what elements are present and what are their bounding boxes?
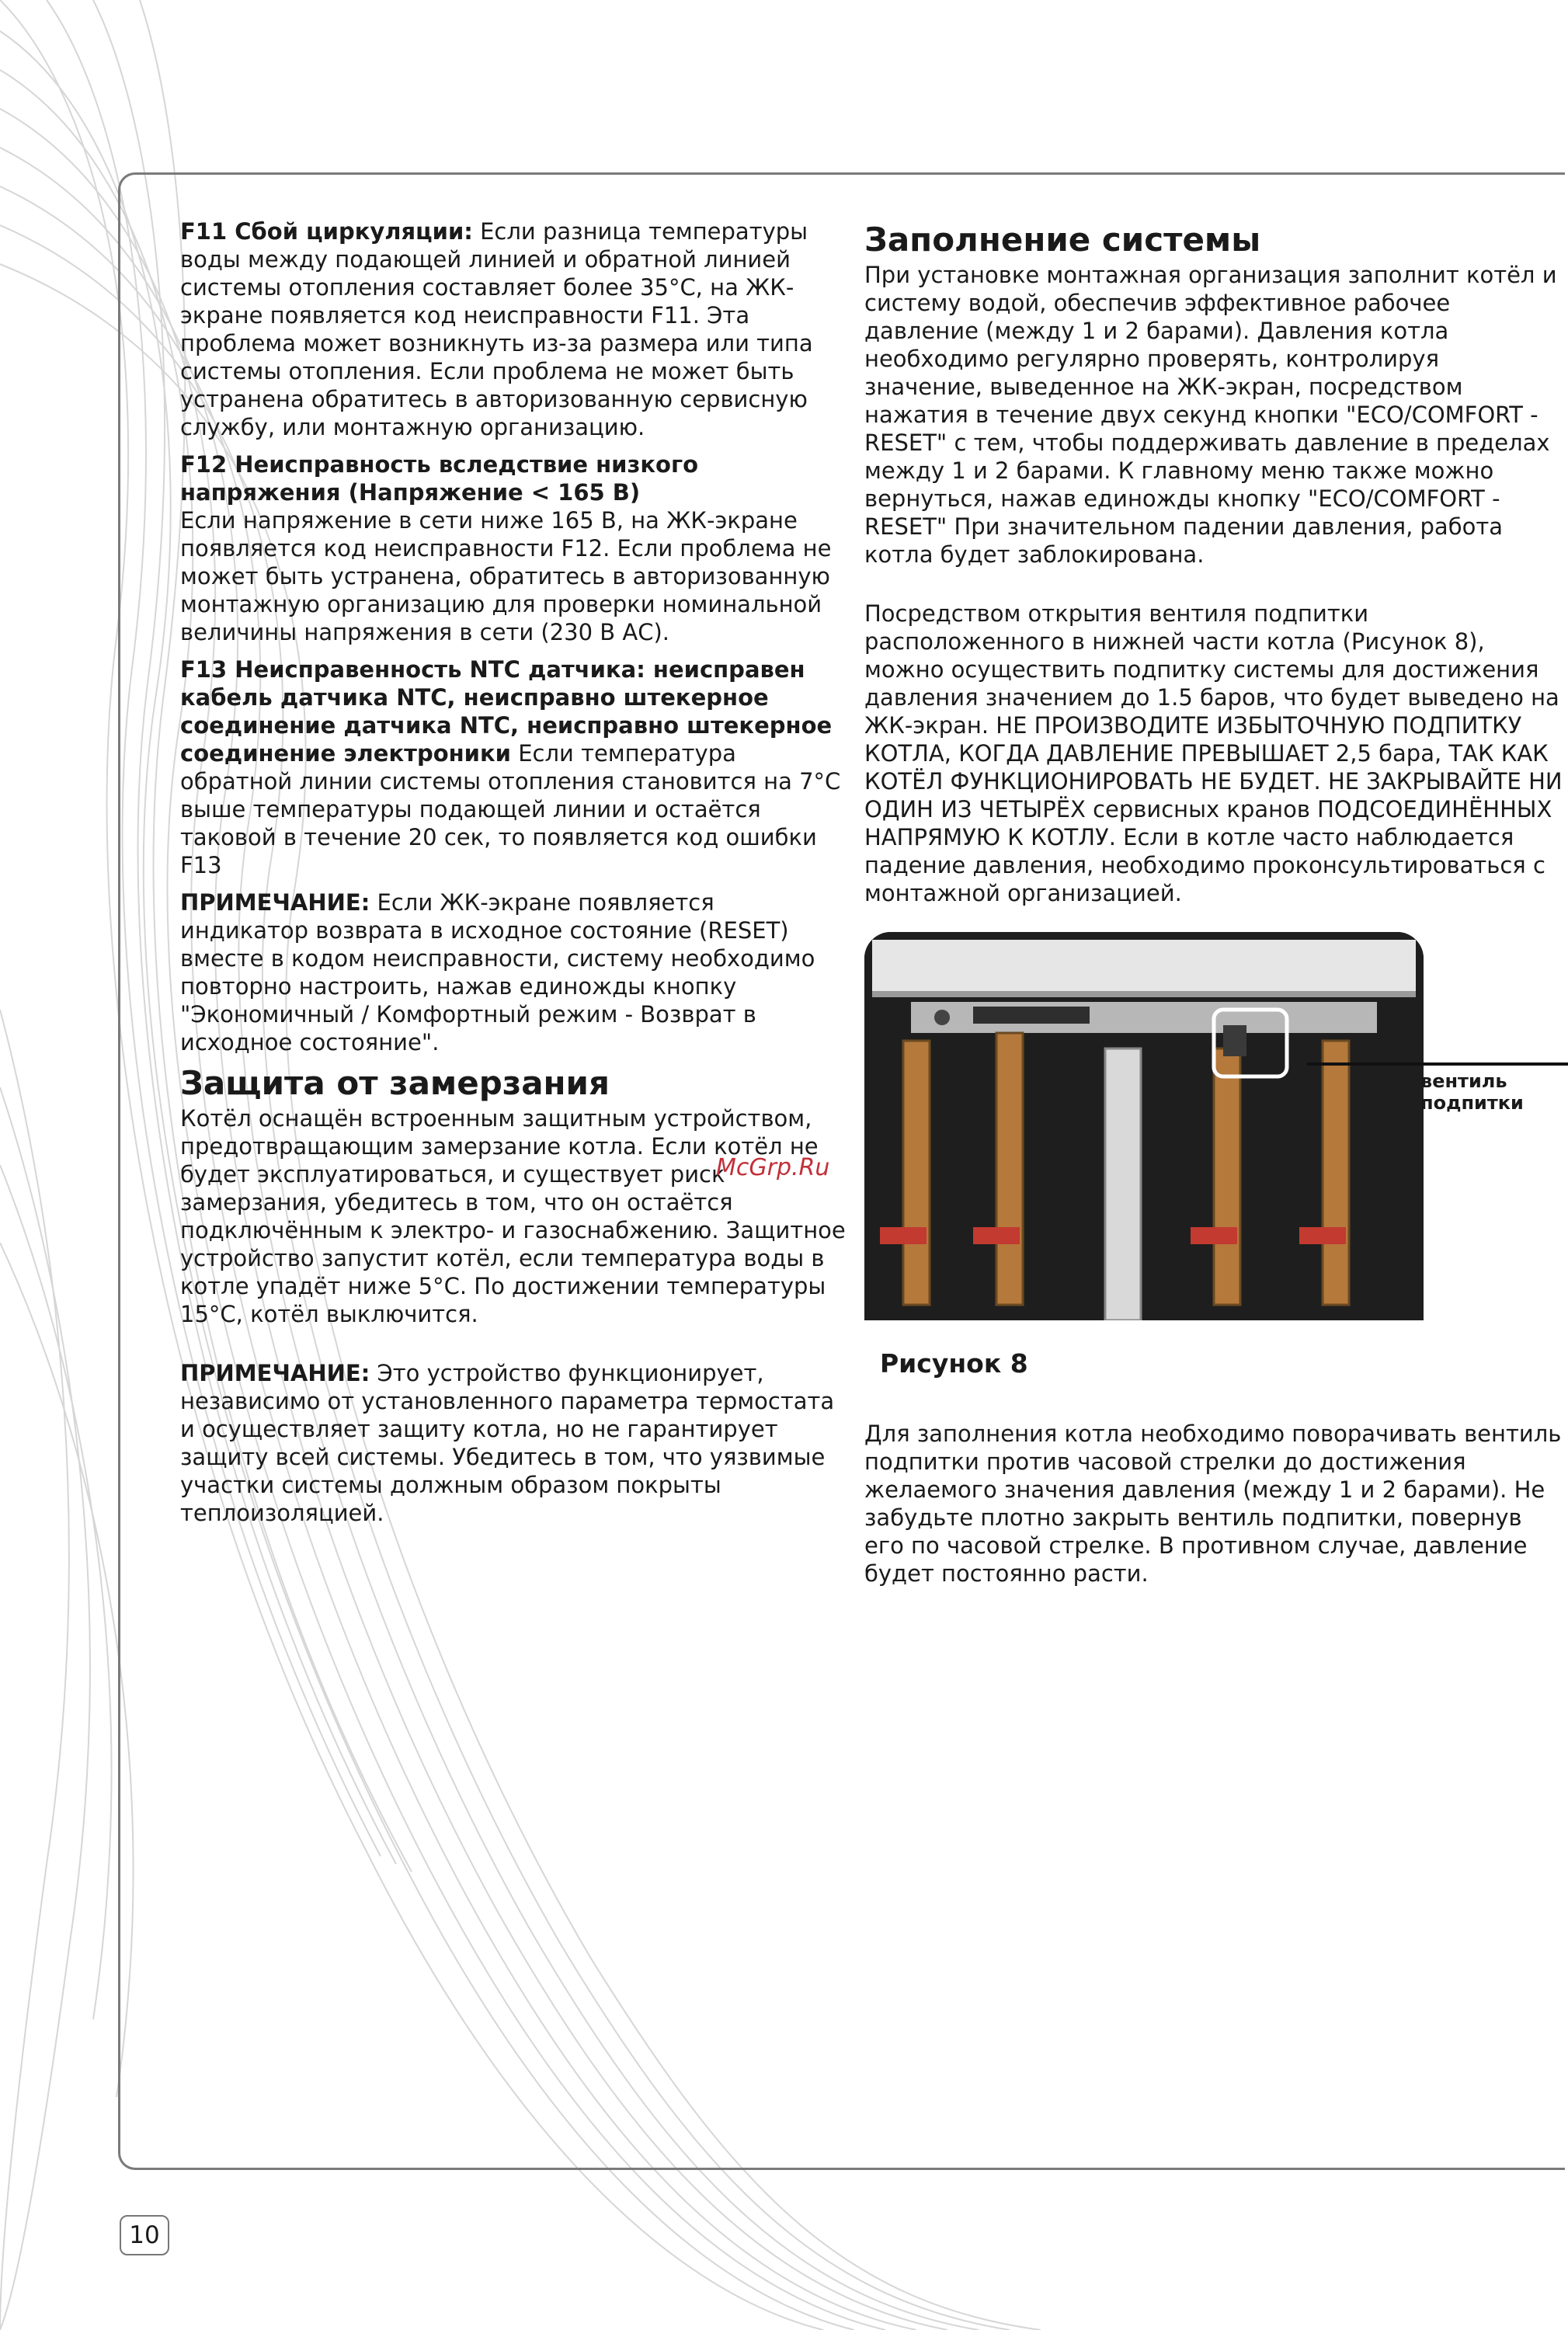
f11-paragraph [180, 217, 848, 441]
note2-title: ПРИМЕЧАНИЕ: [180, 1360, 370, 1386]
f13-text: Если температура обратной линии системы отопления становится на 7°С выше температуры подающей линии и остаётся таковой в течение 20 сек, то появляется код ошибки F13 [180, 740, 841, 878]
note2-paragraph [180, 1359, 848, 1527]
right-column [864, 217, 1563, 1597]
f13-paragraph [180, 656, 848, 879]
filling-text-1: При установке монтажная организация заполнит котёл и систему водой, обеспечив эффективное рабочее давление (между 1 и 2 барами). Давления котла необходимо регулярно проверять, контролируя значение, выведенное на ЖК-экран, посредством нажатия в течение двух секунд кнопки "ECO/COMFORT - RESET" с тем, чтобы поддерживать давление в пределах между 1 и 2 барами. К главному меню также можно вернуться, нажав единожды кнопку "ECO/COMFORT - RESET" При значительном падении давления, работа котла будет заблокирована. [864, 262, 1557, 568]
f11-title: F11 Сбой циркуляции: [180, 218, 473, 245]
valve-callout-line [1307, 1062, 1568, 1066]
figure-caption: Рисунок 8 [880, 1348, 1028, 1379]
filling-text-2: Посредством открытия вентиля подпитки расположенного в нижней части котла (Рисунок 8), можно осуществить подпитку системы для достижения давления значением до 1.5 баров, что будет выведено на ЖК-экран. НЕ ПРОИЗВОДИТЕ ИЗБЫТОЧНУЮ ПОДПИТКУ КОТЛА, КОГДА ДАВЛЕНИЕ ПРЕВЫШАЕТ 2,5 бара, ТАК КАК КОТЁЛ ФУНКЦИОНИРОВАТЬ НЕ БУДЕТ. НЕ ЗАКРЫВАЙТЕ НИ ОДИН ИЗ ЧЕТЫРЁХ сервисных кранов ПОДСОЕДИНЁННЫХ НАПРЯМУЮ К КОТЛУ. Если в котле часто наблюдается падение давления, необходимо проконсультироваться с монтажной организацией. [864, 600, 1563, 906]
f12-text: Если напряжение в сети ниже 165 В, на ЖК-экране появляется код неисправности F12. Если проблема не может быть устранена, обратитесь в авторизованную монтажную организацию для проверки номинальной величины напряжения в сети (230 В АС). [180, 507, 832, 645]
left-column [180, 217, 848, 1536]
figure-8 [864, 932, 1524, 1320]
f12-title: F12 Неисправность вследствие низкого напряжения (Напряжение < 165 В) [180, 451, 699, 506]
note1-paragraph [180, 889, 848, 1056]
filling-text-3: Для заполнения котла необходимо поворачивать вентиль подпитки против часовой стрелки до достижения желаемого значения давления (между 1 и 2 барами). Не забудьте плотно закрыть вентиль подпитки, повернув его по часовой стрелке. В противном случае, давление будет постоянно расти. [864, 1421, 1562, 1587]
frost-protection-heading: Защита от замерзания [180, 1064, 610, 1102]
note2-text: Это устройство функционирует, независимо от установленного параметра термостата и осуществляет защиту котла, но не гарантирует защиту всей системы. Убедитесь в том, что уязвимые участки системы должным образом покрыты теплоизоляцией. [180, 1360, 835, 1526]
system-filling-heading: Заполнение системы [864, 221, 1261, 259]
valve-label: вентиль подпитки [1420, 1070, 1524, 1114]
boiler-illustration [864, 932, 1424, 1320]
frost-protection-text: Котёл оснащён встроенным защитным устройством, предотвращающим замерзание котла. Если котёл не будет эксплуатироваться, и существует риск замерзания, убедитесь в том, что он остаётся подключённым к электро- и газоснабжению. Защитное устройство запустит котёл, если температура воды в котле упадёт ниже 5°С. По достижении температуры 15°С, котёл выключится. [180, 1105, 846, 1327]
f13-title: F13 Неисправенность NTC датчика: неисправен кабель датчика NTC, неисправно штекерное соединение датчика NTC, неисправно штекерное соединение электроники [180, 656, 833, 767]
note1-title: ПРИМЕЧАНИЕ: [180, 889, 370, 916]
watermark: McGrp.Ru [716, 1154, 830, 1181]
f12-paragraph [180, 450, 848, 646]
note1-text: Если ЖК-экране появляется индикатор возврата в исходное состояние (RESET) вместе в кодом неисправности, систему необходимо повторно настроить, нажав единожды кнопку "Экономичный / Комфортный режим - Возврат в исходное состояние". [180, 889, 815, 1055]
f11-text: Если разница температуры воды между подающей линией и обратной линией системы отопления составляет более 35°C, на ЖК-экране появляется код неисправности F11. Эта проблема может возникнуть из-за размера или типа системы отопления. Если проблема не может быть устранена обратитесь в авторизованную сервисную службу, или монтажную организацию. [180, 218, 813, 440]
boiler-photo [864, 932, 1424, 1320]
page-number: 10 [120, 2215, 169, 2255]
